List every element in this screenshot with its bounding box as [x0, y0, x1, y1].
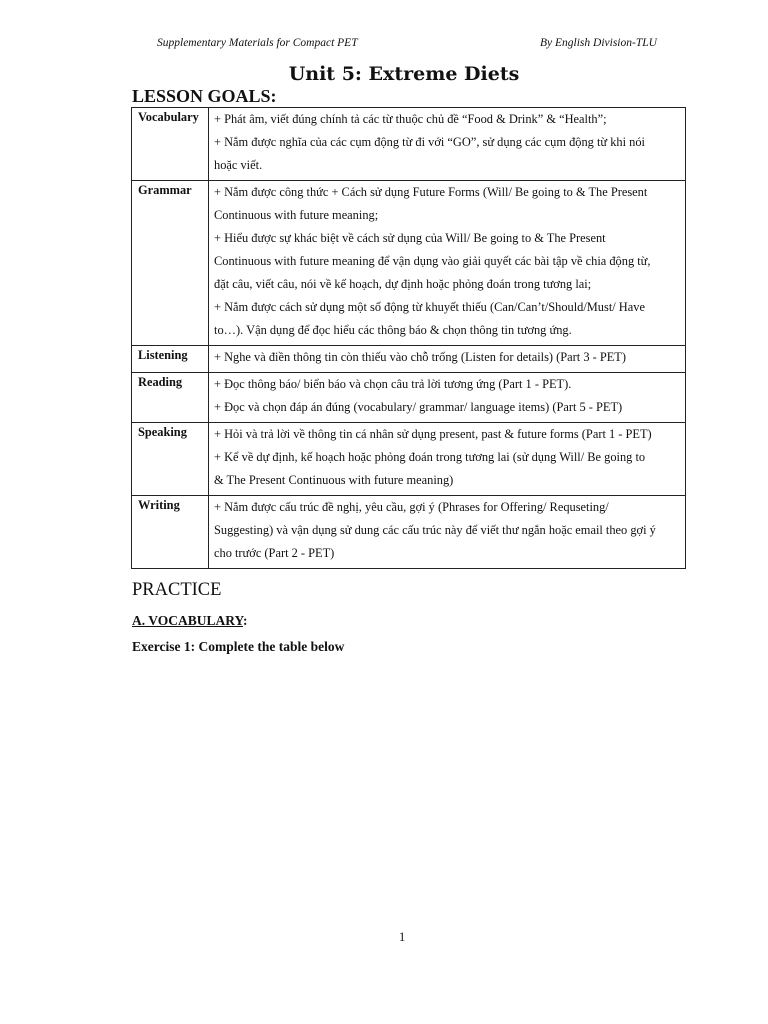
section-heading-label: A. VOCABULARY [132, 613, 244, 628]
exercise-heading: Exercise 1: Complete the table below [132, 639, 345, 654]
goal-description [209, 346, 686, 373]
goal-row [132, 181, 686, 346]
goal-line: Continuous with future meaning; [214, 208, 379, 222]
goal-line: + Hiểu được sự khác biệt về cách sử dụng của Will/ Be going to & The Present [214, 231, 606, 245]
goal-line: + Đọc thông báo/ biển báo và chọn câu trả lời tương ứng (Part 1 - PET). [214, 377, 572, 391]
section-heading [132, 613, 248, 629]
goal-line: Suggesting) và vận dụng sử dung các cấu trúc này để viết thư ngắn hoặc email theo gợi ý [214, 523, 656, 537]
goal-line: & The Present Continuous with future meaning) [214, 473, 454, 487]
goal-line: + Nắm được cách sử dụng một số động từ khuyết thiếu (Can/Can’t/Should/Must/ Have [214, 300, 645, 314]
goal-line: + Nghe và điền thông tin còn thiếu vào chỗ trống (Listen for details) (Part 3 - PET) [214, 350, 626, 364]
goal-line: hoặc viết. [214, 158, 263, 172]
goal-description [209, 373, 686, 423]
goal-line: + Kể về dự định, kế hoạch hoặc phỏng đoán trong tương lai (sử dụng Will/ Be going to [214, 450, 646, 464]
goal-description [209, 181, 686, 346]
goal-line: + Hỏi và trả lời về thông tin cá nhân sử dụng present, past & future forms (Part 1 - PET) [214, 427, 652, 441]
goal-skill: Listening [132, 346, 209, 373]
goal-line: + Đọc và chọn đáp án đúng (vocabulary/ grammar/ language items) (Part 5 - PET) [214, 400, 623, 414]
goal-line: + Nắm được cấu trúc đề nghị, yêu cầu, gợi ý (Phrases for Offering/ Requseting/ [214, 500, 609, 514]
page-number: 1 [399, 930, 406, 944]
goal-description [209, 496, 686, 569]
goal-line: to…). Vận dụng để đọc hiểu các thông báo & chọn thông tin tương ứng. [214, 323, 572, 337]
page-title: Unit 5: Extreme Diets [288, 63, 520, 85]
goal-line: cho trước (Part 2 - PET) [214, 546, 335, 560]
goal-line: + Phát âm, viết đúng chính tả các từ thuộc chủ đề “Food & Drink” & “Health”; [214, 112, 607, 126]
goal-skill: Vocabulary [132, 108, 209, 181]
goal-line: + Nắm được công thức + Cách sử dụng Future Forms (Will/ Be going to & The Present [214, 185, 648, 199]
goal-row [132, 373, 686, 423]
goal-skill: Reading [132, 373, 209, 423]
lesson-goals-table [131, 107, 686, 569]
goal-line: + Nắm được nghĩa của các cụm động từ đi với “GO”, sử dụng các cụm động từ khi nói [214, 135, 645, 149]
running-header-right: By English Division-TLU [540, 37, 657, 49]
goal-row [132, 108, 686, 181]
lesson-goals-body [132, 108, 686, 569]
lesson-goals-heading: LESSON GOALS: [132, 86, 277, 106]
goal-description [209, 108, 686, 181]
goal-row [132, 496, 686, 569]
goal-row [132, 423, 686, 496]
practice-heading: PRACTICE [132, 580, 222, 600]
goal-line: đặt câu, viết câu, nói về kế hoạch, dự định hoặc phỏng đoán trong tương lai; [214, 277, 592, 291]
goal-skill: Grammar [132, 181, 209, 346]
goal-description [209, 423, 686, 496]
section-heading-colon: : [243, 613, 248, 628]
goal-row [132, 346, 686, 373]
goal-skill: Writing [132, 496, 209, 569]
goal-line: Continuous with future meaning để vận dụng vào giải quyết các bài tập về chia động từ, [214, 254, 651, 268]
goal-skill: Speaking [132, 423, 209, 496]
running-header-left: Supplementary Materials for Compact PET [157, 37, 358, 49]
